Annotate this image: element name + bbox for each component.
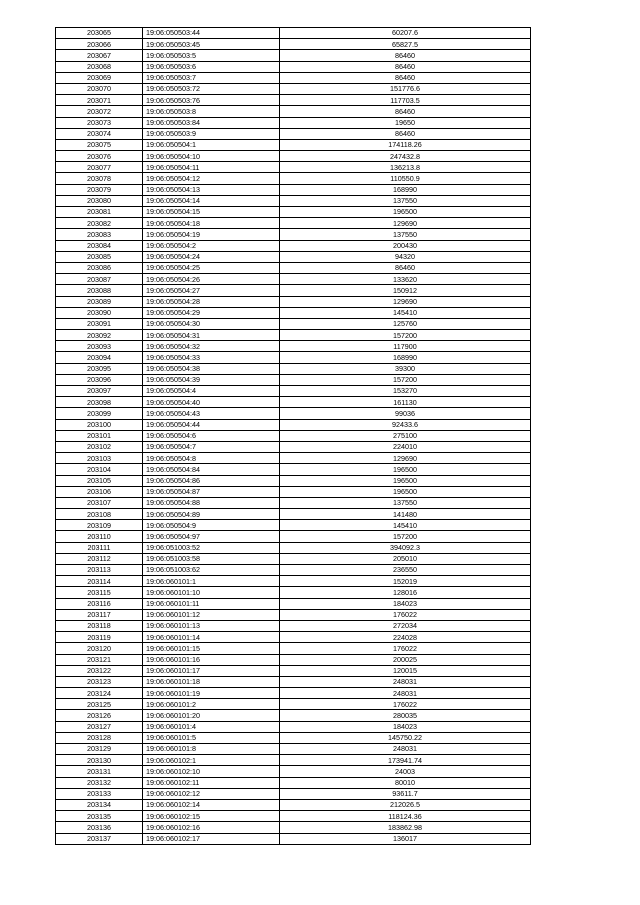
row-number-cell: 203099 <box>56 408 143 419</box>
table-row <box>56 721 531 732</box>
cadastral-number-cell: 19:06:051003:62 <box>143 565 280 576</box>
table-row <box>56 486 531 497</box>
row-number-cell: 203115 <box>56 587 143 598</box>
row-number-cell: 203127 <box>56 721 143 732</box>
row-number-cell: 203090 <box>56 307 143 318</box>
table-row <box>56 50 531 61</box>
cadastral-number-cell: 19:06:050504:97 <box>143 531 280 542</box>
row-number-cell: 203081 <box>56 207 143 218</box>
table-row <box>56 218 531 229</box>
row-number-cell: 203083 <box>56 229 143 240</box>
table-row <box>56 28 531 39</box>
table-row <box>56 195 531 206</box>
row-number-cell: 203116 <box>56 598 143 609</box>
cadastral-number-cell: 19:06:050504:28 <box>143 296 280 307</box>
value-cell: 145750.22 <box>280 732 531 743</box>
row-number-cell: 203068 <box>56 61 143 72</box>
value-cell: 174118.26 <box>280 139 531 150</box>
value-cell: 157200 <box>280 330 531 341</box>
cadastral-number-cell: 19:06:050504:19 <box>143 229 280 240</box>
value-cell: 173941.74 <box>280 755 531 766</box>
value-cell: 248031 <box>280 744 531 755</box>
value-cell: 152019 <box>280 576 531 587</box>
table-row <box>56 732 531 743</box>
row-number-cell: 203109 <box>56 520 143 531</box>
value-cell: 247432.8 <box>280 151 531 162</box>
table-row <box>56 744 531 755</box>
table-row <box>56 106 531 117</box>
value-cell: 224010 <box>280 441 531 452</box>
row-number-cell: 203066 <box>56 39 143 50</box>
cadastral-number-cell: 19:06:060101:18 <box>143 676 280 687</box>
table-row <box>56 39 531 50</box>
table-row <box>56 799 531 810</box>
table-row <box>56 419 531 430</box>
cadastral-number-cell: 19:06:060102:14 <box>143 799 280 810</box>
value-cell: 86460 <box>280 128 531 139</box>
table-row <box>56 699 531 710</box>
table-row <box>56 755 531 766</box>
cadastral-number-cell: 19:06:050504:86 <box>143 475 280 486</box>
cadastral-number-cell: 19:06:050504:33 <box>143 352 280 363</box>
table-row <box>56 374 531 385</box>
cadastral-number-cell: 19:06:060101:14 <box>143 632 280 643</box>
table-row <box>56 453 531 464</box>
row-number-cell: 203106 <box>56 486 143 497</box>
row-number-cell: 203096 <box>56 374 143 385</box>
cadastral-number-cell: 19:06:060102:15 <box>143 811 280 822</box>
cadastral-number-cell: 19:06:050504:4 <box>143 386 280 397</box>
value-cell: 39300 <box>280 363 531 374</box>
value-cell: 168990 <box>280 352 531 363</box>
row-number-cell: 203137 <box>56 833 143 844</box>
value-cell: 153270 <box>280 386 531 397</box>
table-row <box>56 330 531 341</box>
cadastral-number-cell: 19:06:060102:17 <box>143 833 280 844</box>
cadastral-number-cell: 19:06:060102:1 <box>143 755 280 766</box>
value-cell: 196500 <box>280 207 531 218</box>
cadastral-number-cell: 19:06:060101:13 <box>143 620 280 631</box>
cadastral-number-cell: 19:06:050504:40 <box>143 397 280 408</box>
row-number-cell: 203134 <box>56 799 143 810</box>
value-cell: 205010 <box>280 553 531 564</box>
table-row <box>56 162 531 173</box>
value-cell: 157200 <box>280 374 531 385</box>
table-row <box>56 542 531 553</box>
value-cell: 168990 <box>280 184 531 195</box>
table-row <box>56 229 531 240</box>
cadastral-number-cell: 19:06:060101:2 <box>143 699 280 710</box>
cadastral-number-cell: 19:06:060101:16 <box>143 654 280 665</box>
table-row <box>56 609 531 620</box>
cadastral-number-cell: 19:06:060101:1 <box>143 576 280 587</box>
value-cell: 184023 <box>280 721 531 732</box>
cadastral-number-cell: 19:06:060101:8 <box>143 744 280 755</box>
table-row <box>56 83 531 94</box>
value-cell: 200025 <box>280 654 531 665</box>
value-cell: 196500 <box>280 464 531 475</box>
table-row <box>56 128 531 139</box>
row-number-cell: 203077 <box>56 162 143 173</box>
cadastral-number-cell: 19:06:050504:25 <box>143 262 280 273</box>
row-number-cell: 203126 <box>56 710 143 721</box>
table-row <box>56 598 531 609</box>
cadastral-number-cell: 19:06:050504:9 <box>143 520 280 531</box>
value-cell: 99036 <box>280 408 531 419</box>
cadastral-number-cell: 19:06:050504:26 <box>143 274 280 285</box>
row-number-cell: 203136 <box>56 822 143 833</box>
table-row <box>56 576 531 587</box>
table-row <box>56 643 531 654</box>
row-number-cell: 203080 <box>56 195 143 206</box>
value-cell: 196500 <box>280 475 531 486</box>
row-number-cell: 203103 <box>56 453 143 464</box>
cadastral-number-cell: 19:06:060101:20 <box>143 710 280 721</box>
value-cell: 184023 <box>280 598 531 609</box>
value-cell: 200430 <box>280 240 531 251</box>
value-cell: 212026.5 <box>280 799 531 810</box>
row-number-cell: 203110 <box>56 531 143 542</box>
row-number-cell: 203125 <box>56 699 143 710</box>
table-row <box>56 408 531 419</box>
value-cell: 157200 <box>280 531 531 542</box>
data-table <box>55 27 531 845</box>
row-number-cell: 203129 <box>56 744 143 755</box>
table-row <box>56 833 531 844</box>
table-row <box>56 710 531 721</box>
cadastral-number-cell: 19:06:060101:11 <box>143 598 280 609</box>
table-row <box>56 207 531 218</box>
value-cell: 136017 <box>280 833 531 844</box>
row-number-cell: 203073 <box>56 117 143 128</box>
cadastral-number-cell: 19:06:050503:8 <box>143 106 280 117</box>
table-row <box>56 184 531 195</box>
row-number-cell: 203086 <box>56 262 143 273</box>
cadastral-number-cell: 19:06:050504:7 <box>143 441 280 452</box>
value-cell: 176022 <box>280 609 531 620</box>
row-number-cell: 203098 <box>56 397 143 408</box>
cadastral-number-cell: 19:06:060101:4 <box>143 721 280 732</box>
table-row <box>56 520 531 531</box>
value-cell: 151776.6 <box>280 83 531 94</box>
cadastral-number-cell: 19:06:060102:12 <box>143 788 280 799</box>
cadastral-number-cell: 19:06:050504:1 <box>143 139 280 150</box>
cadastral-number-cell: 19:06:060101:12 <box>143 609 280 620</box>
value-cell: 248031 <box>280 676 531 687</box>
cadastral-number-cell: 19:06:050504:32 <box>143 341 280 352</box>
table-row <box>56 441 531 452</box>
value-cell: 176022 <box>280 643 531 654</box>
table-row <box>56 665 531 676</box>
row-number-cell: 203072 <box>56 106 143 117</box>
value-cell: 92433.6 <box>280 419 531 430</box>
value-cell: 60207.6 <box>280 28 531 39</box>
cadastral-number-cell: 19:06:050504:89 <box>143 509 280 520</box>
row-number-cell: 203102 <box>56 441 143 452</box>
value-cell: 394092.3 <box>280 542 531 553</box>
row-number-cell: 203093 <box>56 341 143 352</box>
row-number-cell: 203123 <box>56 676 143 687</box>
cadastral-number-cell: 19:06:050504:30 <box>143 318 280 329</box>
row-number-cell: 203120 <box>56 643 143 654</box>
table-row <box>56 397 531 408</box>
cadastral-number-cell: 19:06:050504:11 <box>143 162 280 173</box>
value-cell: 65827.5 <box>280 39 531 50</box>
cadastral-number-cell: 19:06:050504:43 <box>143 408 280 419</box>
table-row <box>56 240 531 251</box>
cadastral-number-cell: 19:06:050504:6 <box>143 430 280 441</box>
table-row <box>56 352 531 363</box>
cadastral-number-cell: 19:06:050504:15 <box>143 207 280 218</box>
value-cell: 196500 <box>280 486 531 497</box>
cadastral-number-cell: 19:06:050504:24 <box>143 251 280 262</box>
table-row <box>56 688 531 699</box>
row-number-cell: 203105 <box>56 475 143 486</box>
value-cell: 236550 <box>280 565 531 576</box>
cadastral-number-cell: 19:06:060101:10 <box>143 587 280 598</box>
row-number-cell: 203100 <box>56 419 143 430</box>
row-number-cell: 203133 <box>56 788 143 799</box>
value-cell: 120015 <box>280 665 531 676</box>
row-number-cell: 203094 <box>56 352 143 363</box>
table-row <box>56 285 531 296</box>
value-cell: 110550.9 <box>280 173 531 184</box>
cadastral-number-cell: 19:06:050503:5 <box>143 50 280 61</box>
value-cell: 94320 <box>280 251 531 262</box>
cadastral-number-cell: 19:06:051003:52 <box>143 542 280 553</box>
value-cell: 80010 <box>280 777 531 788</box>
row-number-cell: 203085 <box>56 251 143 262</box>
value-cell: 275100 <box>280 430 531 441</box>
row-number-cell: 203079 <box>56 184 143 195</box>
cadastral-number-cell: 19:06:051003:58 <box>143 553 280 564</box>
value-cell: 141480 <box>280 509 531 520</box>
table-row <box>56 386 531 397</box>
row-number-cell: 203078 <box>56 173 143 184</box>
cadastral-number-cell: 19:06:060101:17 <box>143 665 280 676</box>
value-cell: 19650 <box>280 117 531 128</box>
table-row <box>56 553 531 564</box>
value-cell: 272034 <box>280 620 531 631</box>
row-number-cell: 203132 <box>56 777 143 788</box>
value-cell: 161130 <box>280 397 531 408</box>
table-body <box>56 28 531 845</box>
table-row <box>56 509 531 520</box>
table-row <box>56 262 531 273</box>
row-number-cell: 203091 <box>56 318 143 329</box>
row-number-cell: 203117 <box>56 609 143 620</box>
row-number-cell: 203101 <box>56 430 143 441</box>
cadastral-number-cell: 19:06:050503:9 <box>143 128 280 139</box>
cadastral-number-cell: 19:06:050504:87 <box>143 486 280 497</box>
row-number-cell: 203108 <box>56 509 143 520</box>
value-cell: 125760 <box>280 318 531 329</box>
row-number-cell: 203095 <box>56 363 143 374</box>
table-row <box>56 822 531 833</box>
cadastral-number-cell: 19:06:060101:19 <box>143 688 280 699</box>
row-number-cell: 203087 <box>56 274 143 285</box>
table-row <box>56 318 531 329</box>
cadastral-number-cell: 19:06:050504:44 <box>143 419 280 430</box>
value-cell: 24003 <box>280 766 531 777</box>
cadastral-number-cell: 19:06:050503:84 <box>143 117 280 128</box>
row-number-cell: 203114 <box>56 576 143 587</box>
row-number-cell: 203112 <box>56 553 143 564</box>
cadastral-number-cell: 19:06:050504:88 <box>143 497 280 508</box>
cadastral-number-cell: 19:06:050504:14 <box>143 195 280 206</box>
value-cell: 248031 <box>280 688 531 699</box>
value-cell: 117900 <box>280 341 531 352</box>
table-row <box>56 777 531 788</box>
table-row <box>56 296 531 307</box>
table-row <box>56 654 531 665</box>
row-number-cell: 203135 <box>56 811 143 822</box>
value-cell: 86460 <box>280 72 531 83</box>
value-cell: 86460 <box>280 50 531 61</box>
value-cell: 93611.7 <box>280 788 531 799</box>
cadastral-number-cell: 19:06:050503:7 <box>143 72 280 83</box>
table-row <box>56 766 531 777</box>
row-number-cell: 203069 <box>56 72 143 83</box>
cadastral-number-cell: 19:06:050504:13 <box>143 184 280 195</box>
value-cell: 86460 <box>280 61 531 72</box>
row-number-cell: 203088 <box>56 285 143 296</box>
row-number-cell: 203118 <box>56 620 143 631</box>
row-number-cell: 203070 <box>56 83 143 94</box>
cadastral-number-cell: 19:06:050503:44 <box>143 28 280 39</box>
table-row <box>56 251 531 262</box>
cadastral-number-cell: 19:06:060102:10 <box>143 766 280 777</box>
table-row <box>56 620 531 631</box>
value-cell: 128016 <box>280 587 531 598</box>
value-cell: 137550 <box>280 497 531 508</box>
value-cell: 224028 <box>280 632 531 643</box>
table-row <box>56 632 531 643</box>
table-row <box>56 531 531 542</box>
table-row <box>56 788 531 799</box>
table-row <box>56 587 531 598</box>
row-number-cell: 203121 <box>56 654 143 665</box>
value-cell: 145410 <box>280 520 531 531</box>
value-cell: 129690 <box>280 218 531 229</box>
row-number-cell: 203113 <box>56 565 143 576</box>
row-number-cell: 203084 <box>56 240 143 251</box>
row-number-cell: 203067 <box>56 50 143 61</box>
row-number-cell: 203130 <box>56 755 143 766</box>
table-row <box>56 173 531 184</box>
value-cell: 86460 <box>280 262 531 273</box>
table-row <box>56 139 531 150</box>
value-cell: 129690 <box>280 453 531 464</box>
row-number-cell: 203111 <box>56 542 143 553</box>
value-cell: 129690 <box>280 296 531 307</box>
value-cell: 145410 <box>280 307 531 318</box>
cadastral-number-cell: 19:06:050504:39 <box>143 374 280 385</box>
row-number-cell: 203119 <box>56 632 143 643</box>
table-row <box>56 676 531 687</box>
value-cell: 136213.8 <box>280 162 531 173</box>
cadastral-number-cell: 19:06:060102:11 <box>143 777 280 788</box>
table-row <box>56 274 531 285</box>
value-cell: 150912 <box>280 285 531 296</box>
cadastral-number-cell: 19:06:060101:5 <box>143 732 280 743</box>
cadastral-number-cell: 19:06:050504:31 <box>143 330 280 341</box>
table-row <box>56 117 531 128</box>
value-cell: 133620 <box>280 274 531 285</box>
table-row <box>56 464 531 475</box>
table-row <box>56 497 531 508</box>
cadastral-number-cell: 19:06:050504:12 <box>143 173 280 184</box>
cadastral-number-cell: 19:06:050504:29 <box>143 307 280 318</box>
cadastral-number-cell: 19:06:050504:84 <box>143 464 280 475</box>
row-number-cell: 203074 <box>56 128 143 139</box>
row-number-cell: 203071 <box>56 95 143 106</box>
row-number-cell: 203107 <box>56 497 143 508</box>
cadastral-number-cell: 19:06:050504:8 <box>143 453 280 464</box>
value-cell: 137550 <box>280 195 531 206</box>
row-number-cell: 203075 <box>56 139 143 150</box>
table-row <box>56 61 531 72</box>
row-number-cell: 203128 <box>56 732 143 743</box>
value-cell: 86460 <box>280 106 531 117</box>
table-row <box>56 475 531 486</box>
table-row <box>56 151 531 162</box>
row-number-cell: 203122 <box>56 665 143 676</box>
value-cell: 183862.98 <box>280 822 531 833</box>
table-row <box>56 363 531 374</box>
table-row <box>56 565 531 576</box>
row-number-cell: 203089 <box>56 296 143 307</box>
table-row <box>56 95 531 106</box>
cadastral-number-cell: 19:06:050503:76 <box>143 95 280 106</box>
cadastral-number-cell: 19:06:050504:18 <box>143 218 280 229</box>
cadastral-number-cell: 19:06:050504:2 <box>143 240 280 251</box>
row-number-cell: 203097 <box>56 386 143 397</box>
table-row <box>56 72 531 83</box>
value-cell: 137550 <box>280 229 531 240</box>
row-number-cell: 203104 <box>56 464 143 475</box>
table-row <box>56 430 531 441</box>
value-cell: 117703.5 <box>280 95 531 106</box>
cadastral-number-cell: 19:06:050503:72 <box>143 83 280 94</box>
cadastral-number-cell: 19:06:050503:45 <box>143 39 280 50</box>
row-number-cell: 203131 <box>56 766 143 777</box>
cadastral-number-cell: 19:06:060102:16 <box>143 822 280 833</box>
cadastral-number-cell: 19:06:050504:10 <box>143 151 280 162</box>
row-number-cell: 203082 <box>56 218 143 229</box>
cadastral-number-cell: 19:06:050504:38 <box>143 363 280 374</box>
table-row <box>56 307 531 318</box>
value-cell: 280035 <box>280 710 531 721</box>
row-number-cell: 203124 <box>56 688 143 699</box>
cadastral-number-cell: 19:06:060101:15 <box>143 643 280 654</box>
table-row <box>56 811 531 822</box>
row-number-cell: 203065 <box>56 28 143 39</box>
table-row <box>56 341 531 352</box>
value-cell: 176022 <box>280 699 531 710</box>
cadastral-number-cell: 19:06:050503:6 <box>143 61 280 72</box>
row-number-cell: 203076 <box>56 151 143 162</box>
row-number-cell: 203092 <box>56 330 143 341</box>
value-cell: 118124.36 <box>280 811 531 822</box>
cadastral-number-cell: 19:06:050504:27 <box>143 285 280 296</box>
